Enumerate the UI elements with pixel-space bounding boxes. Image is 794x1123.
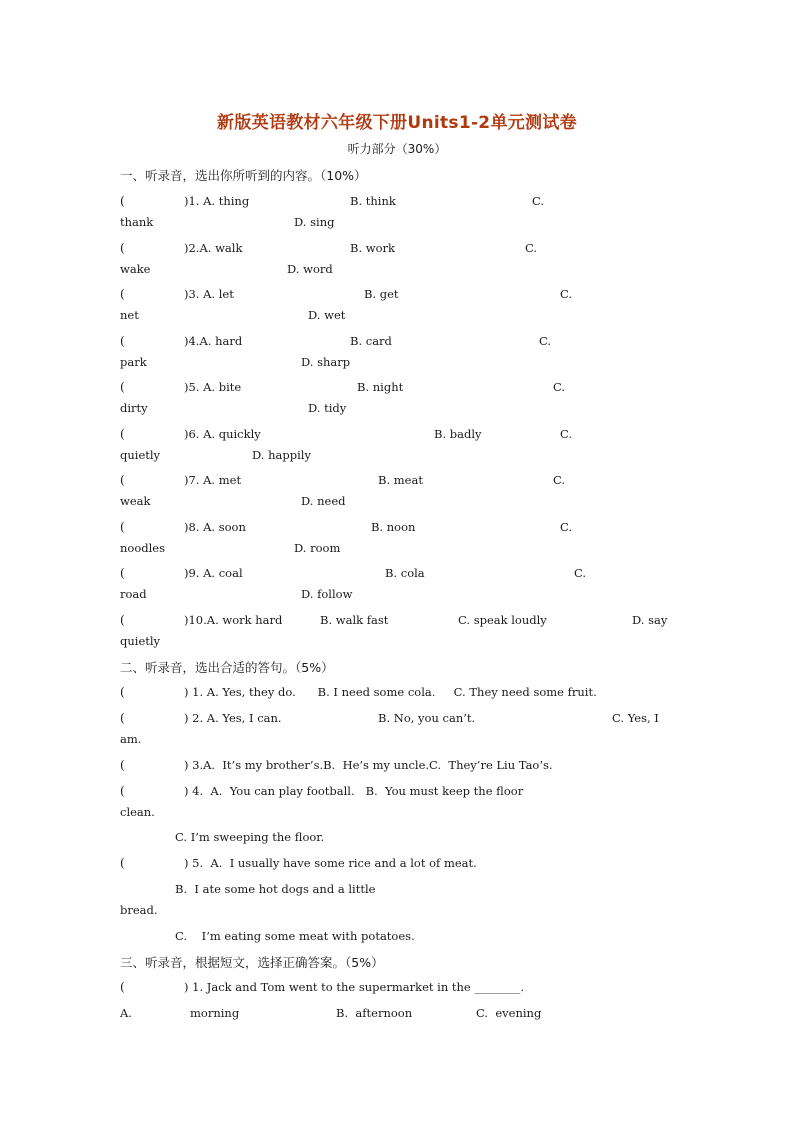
p2-question-5-wrap: bread. — [120, 903, 158, 917]
p3-option-b: B. afternoon — [336, 1006, 413, 1020]
p1-option-c: C. — [553, 380, 566, 394]
p1-option-b: B. badly — [434, 427, 482, 441]
answer-paren: ( — [120, 758, 125, 772]
p1-question-3: )3. A. let — [184, 287, 234, 301]
p1-option-b: B. night — [357, 380, 404, 394]
p2-question-5-b: B. I ate some hot dogs and a little — [175, 882, 376, 896]
p1-option-d: D. sing — [294, 215, 335, 229]
p1-option-c-text: park — [120, 355, 147, 369]
p1-option-c-text: road — [120, 587, 147, 601]
p1-option-d: D. happily — [252, 448, 311, 462]
p1-option-d: D. follow — [301, 587, 353, 601]
p3-option-a: morning — [190, 1006, 240, 1020]
p1-option-c: C. — [560, 520, 573, 534]
p1-option-c: C. — [525, 241, 538, 255]
answer-paren: ( — [120, 287, 125, 301]
p2-question-4-c: C. I’m sweeping the floor. — [175, 830, 325, 844]
p1-option-c-text: wake — [120, 262, 151, 276]
answer-paren: ( — [120, 194, 125, 208]
page-subtitle: 听力部分（30%） — [347, 142, 447, 156]
p1-option-b: B. noon — [371, 520, 416, 534]
answer-paren: ( — [120, 520, 125, 534]
p3-question-1: ) 1. Jack and Tom went to the supermarket in the ________. — [184, 980, 525, 994]
answer-paren: ( — [120, 566, 125, 580]
p1-option-c: C. — [574, 566, 587, 580]
p2-question-4: ) 4. A. You can play football. B. You must keep the floor — [184, 784, 524, 798]
p1-question-1: )1. A. thing — [184, 194, 250, 208]
p2-question-2-b: B. No, you can’t. — [378, 711, 476, 725]
p2-question-3: ) 3.A. It’s my brother’s.B. He’s my uncle.C. They’re Liu Tao’s. — [184, 758, 553, 772]
p1-option-c-text: weak — [120, 494, 151, 508]
p1-option-c-text: dirty — [120, 401, 148, 415]
p1-question-4: )4.A. hard — [184, 334, 243, 348]
p1-option-d: D. room — [294, 541, 341, 555]
answer-paren: ( — [120, 856, 125, 870]
p2-question-5-c: C. I’m eating some meat with potatoes. — [175, 929, 415, 943]
p3-option-c: C. evening — [476, 1006, 542, 1020]
answer-paren: ( — [120, 784, 125, 798]
section-heading-2: 二、听录音，选出合适的答句。（5%） — [120, 660, 334, 675]
p1-option-c-text: quietly — [120, 448, 161, 462]
p1-question-6: )6. A. quickly — [184, 427, 261, 441]
answer-paren: ( — [120, 334, 125, 348]
answer-paren: ( — [120, 613, 125, 627]
answer-paren: ( — [120, 711, 125, 725]
p1-option-c: C. speak loudly — [458, 613, 547, 627]
p1-option-d: D. sharp — [301, 355, 351, 369]
p1-option-c: C. — [553, 473, 566, 487]
p2-question-4-wrap: clean. — [120, 805, 155, 819]
p2-question-1: ) 1. A. Yes, they do. B. I need some cola. C. They need some fruit. — [184, 685, 597, 699]
p1-question-5: )5. A. bite — [184, 380, 242, 394]
p2-question-2-c: C. Yes, I — [612, 711, 659, 725]
p1-option-b: B. walk fast — [320, 613, 389, 627]
p2-question-5: ) 5. A. I usually have some rice and a lot of meat. — [184, 856, 477, 870]
p1-question-10: )10.A. work hard — [184, 613, 283, 627]
answer-paren: ( — [120, 685, 125, 699]
p2-question-2-wrap: am. — [120, 732, 142, 746]
p1-option-d: D. need — [301, 494, 346, 508]
p1-option-b: B. card — [350, 334, 392, 348]
p1-option-b: B. get — [364, 287, 399, 301]
p1-option-b: B. cola — [385, 566, 425, 580]
p1-option-d: D. word — [287, 262, 333, 276]
p1-question-9: )9. A. coal — [184, 566, 243, 580]
p1-option-c-text: net — [120, 308, 139, 322]
p1-option-c: C. — [560, 427, 573, 441]
answer-paren: ( — [120, 980, 125, 994]
p1-question-8: )8. A. soon — [184, 520, 246, 534]
p1-question-2: )2.A. walk — [184, 241, 243, 255]
section-heading-1: 一、听录音，选出你所听到的内容。（10%） — [120, 168, 367, 183]
p1-option-c: C. — [539, 334, 552, 348]
p2-question-2-a: ) 2. A. Yes, I can. — [184, 711, 282, 725]
answer-paren: ( — [120, 427, 125, 441]
p1-option-b: B. work — [350, 241, 395, 255]
answer-paren: ( — [120, 380, 125, 394]
p1-option-c-text: noodles — [120, 541, 166, 555]
page-title: 新版英语教材六年级下册Units1-2单元测试卷 — [217, 113, 577, 133]
p1-question-7: )7. A. met — [184, 473, 242, 487]
p1-option-b: B. meat — [378, 473, 423, 487]
p3-option-a-label: A. — [120, 1006, 132, 1020]
p1-option-c-text: thank — [120, 215, 154, 229]
p1-option-b: B. think — [350, 194, 396, 208]
p1-option-d: D. tidy — [308, 401, 347, 415]
p1-option-c-text: quietly — [120, 634, 161, 648]
answer-paren: ( — [120, 241, 125, 255]
p1-option-d: D. wet — [308, 308, 346, 322]
p1-option-c: C. — [532, 194, 545, 208]
p1-option-c: C. — [560, 287, 573, 301]
p1-option-d: D. say — [632, 613, 668, 627]
answer-paren: ( — [120, 473, 125, 487]
section-heading-3: 三、听录音，根据短文，选择正确答案。（5%） — [120, 955, 384, 970]
